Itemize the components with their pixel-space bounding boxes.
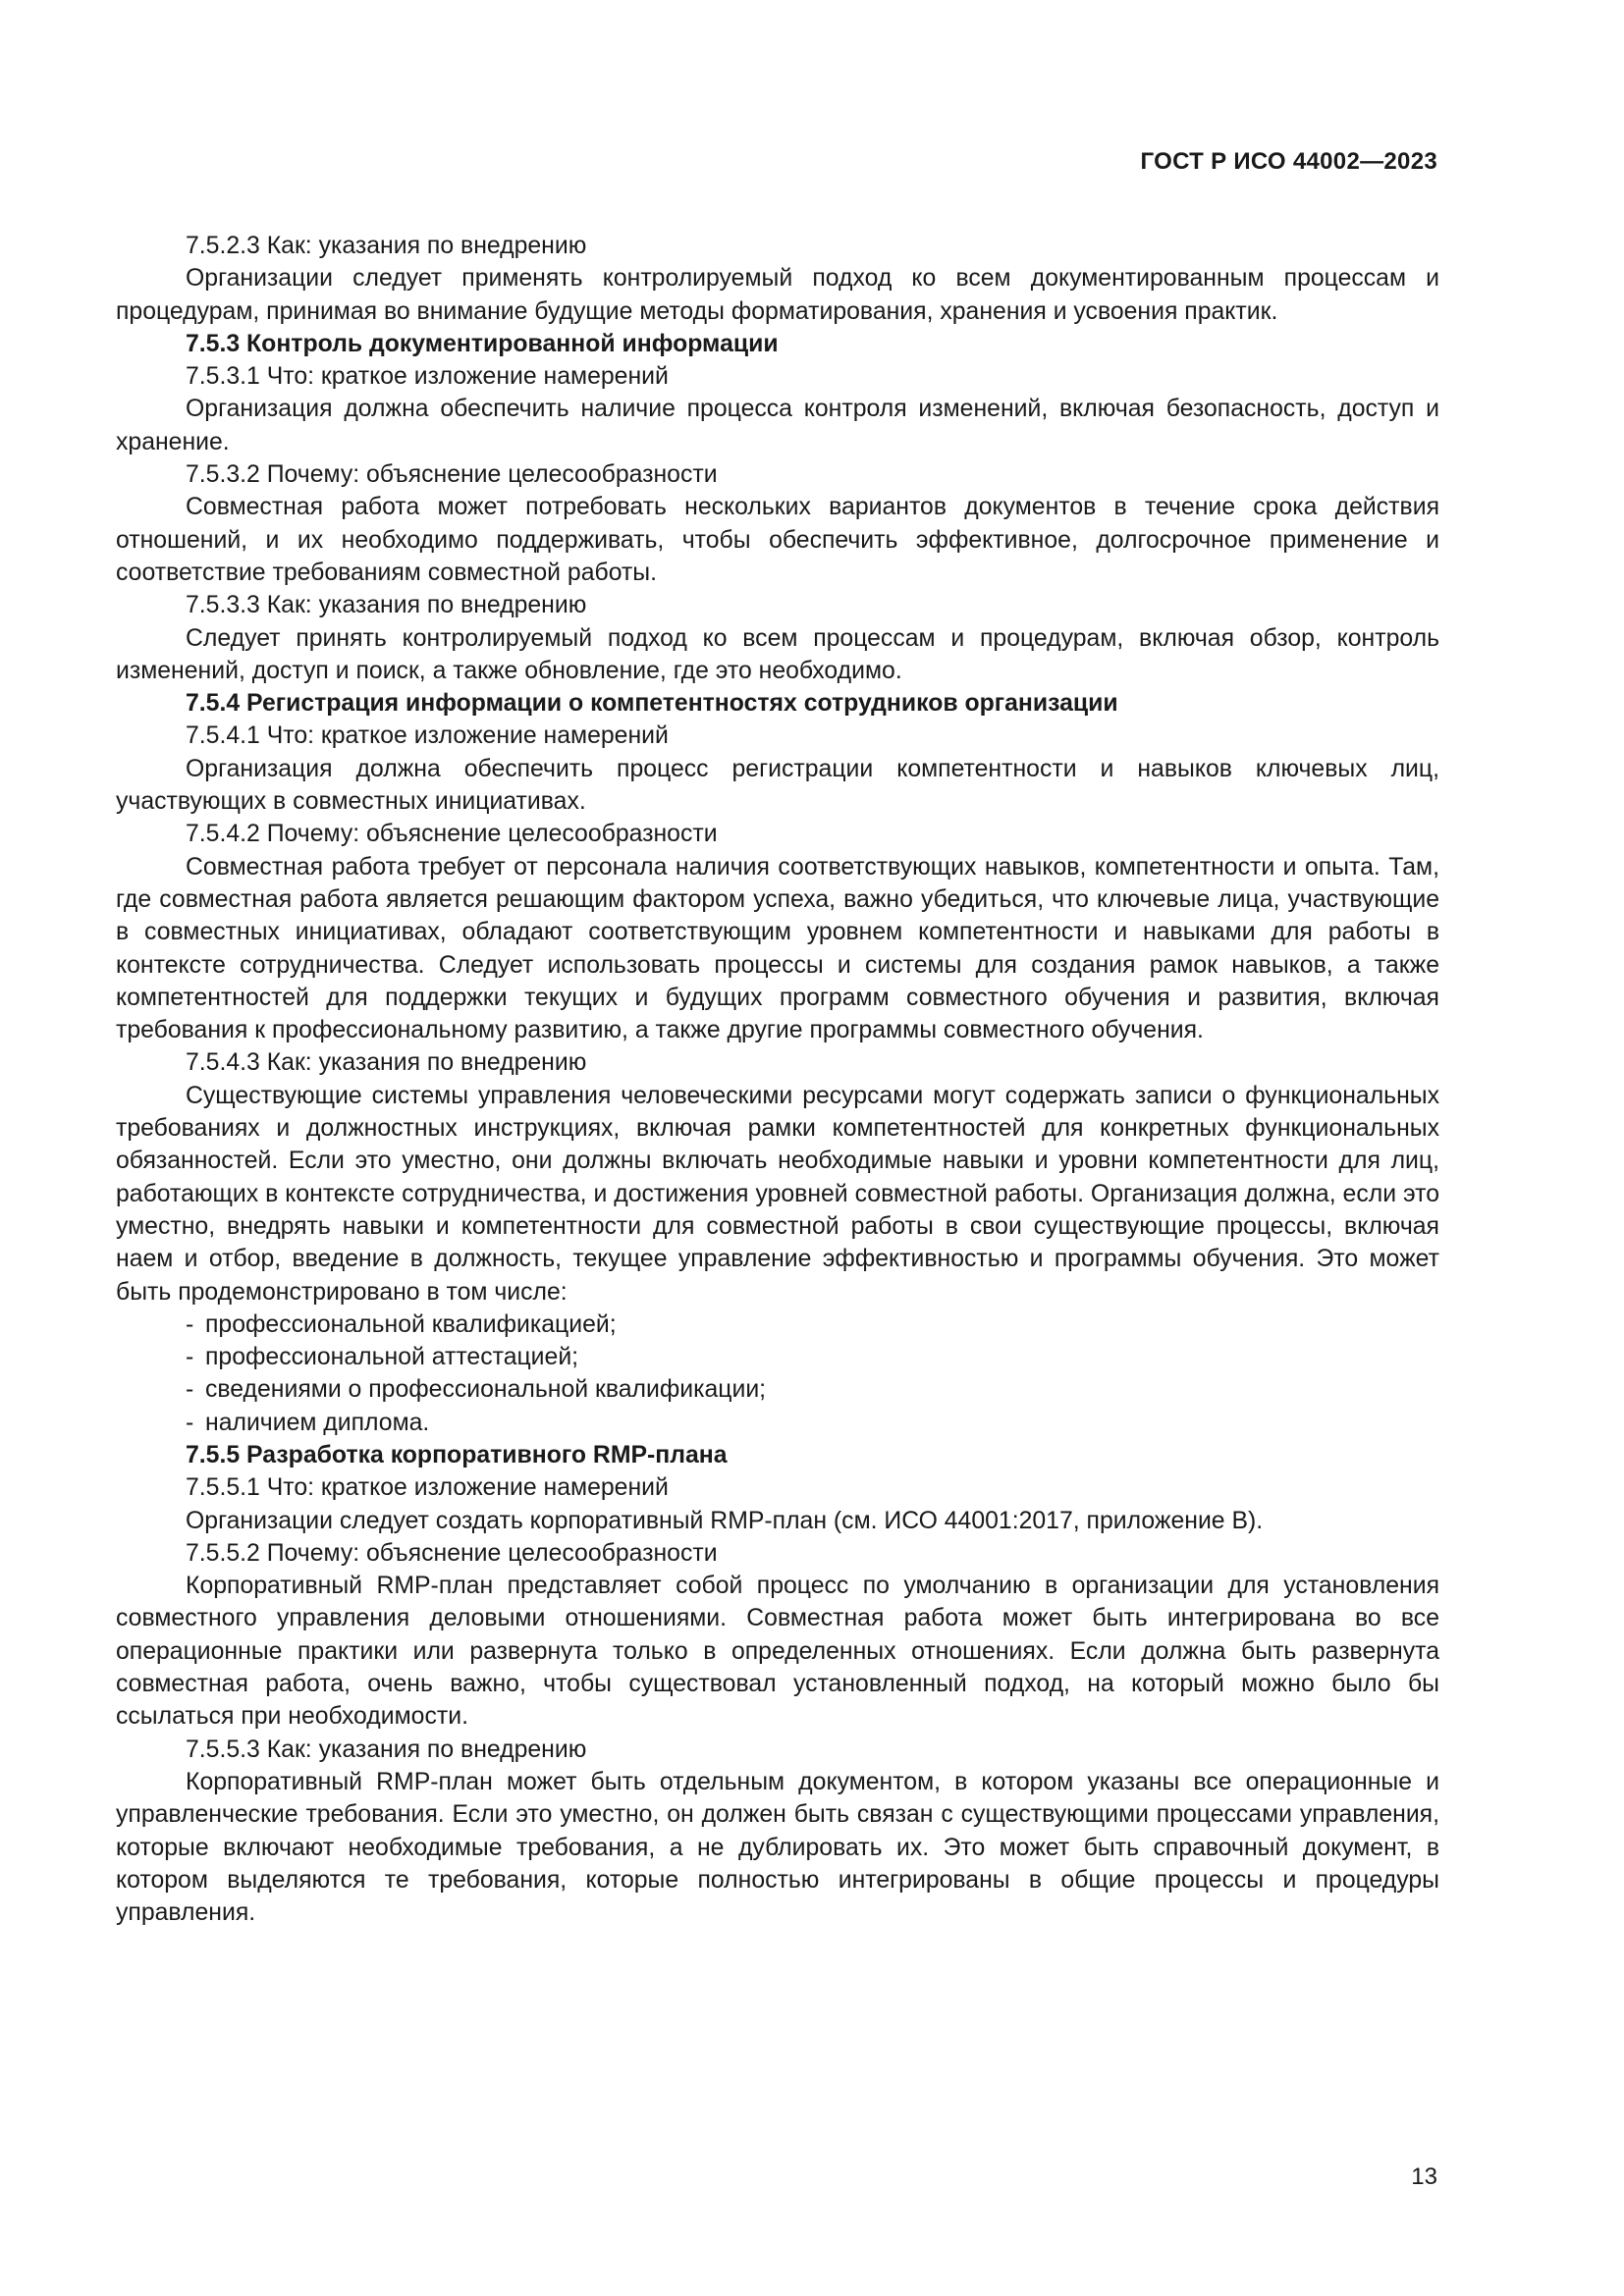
paragraph: 7.5.2.3 Как: указания по внедрению — [186, 233, 587, 259]
paragraph: 7.5.4.3 Как: указания по внедрению — [186, 1049, 587, 1077]
paragraph: 7.5.4.2 Почему: объяснение целесообразности — [186, 821, 718, 848]
list-item — [186, 1341, 1439, 1373]
section-heading: 7.5.3 Контроль документированной информации — [186, 330, 779, 357]
paragraph: Существующие системы управления человеческими ресурсами могут содержать записи о функциональных требованиях и должностных инструкциях, включая рамки компетентностей для конкретных функциональных обязанностей. Если это уместно, они должны включать необходимые навыки и уровни компетентности для лиц, работающих в контексте сотрудничества, и достижения уровней совместной работы. Организация должна, если это уместно, внедрять навыки и компетентности для совместной работы в свои существующие процессы, включая наем и отбор, введение в должность, текущее управление эффективностью и программы обучения. Это может быть продемонстрировано в том числе: — [116, 1082, 1439, 1306]
paragraph: Совместная работа требует от персонала наличия соответствующих навыков, компетентности и опыта. Там, где совместная работа является решающим фактором успеха, важно убедиться, что ключевые лица, участвующие в совместных инициативах, обладают соответствующим уровнем компетентности и навыками для работы в контексте сотрудничества. Следует использовать процессы и системы для создания рамок навыков, а также компетентностей для поддержки текущих и будущих программ совместного обучения и развития, включая требования к профессиональному развитию, а также другие программы совместного обучения. — [116, 853, 1439, 1044]
paragraph: Корпоративный RMP-план может быть отдельным документом, в котором указаны все операционные и управленческие требования. Если это уместно, он должен быть связан с существующими процессами управления, которые включают необходимые требования, а не дублировать их. Это может быть справочный документ, в котором выделяются те требования, которые полностью интегрированы в общие процессы и процедуры управления. — [116, 1768, 1439, 1927]
page-number: 13 — [1411, 2163, 1437, 2190]
paragraph: Организации следует создать корпоративный RMP-план (см. ИСО 44001:2017, приложение В). — [186, 1507, 1264, 1534]
paragraph: 7.5.5.3 Как: указания по внедрению — [186, 1735, 587, 1763]
section-heading: 7.5.4 Регистрация информации о компетентностях сотрудников организации — [186, 690, 1118, 718]
bullet-list — [116, 1308, 1439, 1439]
paragraph: 7.5.4.1 Что: краткое изложение намерений — [186, 722, 669, 750]
paragraph: Совместная работа может потребовать нескольких вариантов документов в течение срока действия отношений, и их необходимо поддерживать, чтобы обеспечить эффективное, долгосрочное применение и соответствие требованиям совместной работы. — [116, 494, 1439, 586]
body-text — [116, 230, 1439, 1929]
paragraph: Корпоративный RMP-план представляет собой процесс по умолчанию в организации для установления совместного управления деловыми отношениями. Совместная работа может быть интегрирована во все операционные практики или развернута только в определенных отношениях. Если должна быть развернута совместная работа, очень важно, чтобы существовал установленный подход, на который можно было бы ссылаться при необходимости. — [116, 1573, 1439, 1731]
section-heading: 7.5.5 Разработка корпоративного RMP-плана — [186, 1441, 728, 1468]
paragraph: 7.5.5.1 Что: краткое изложение намерений — [186, 1474, 669, 1502]
bullet-dash: - — [186, 1376, 194, 1404]
list-item-text: наличием диплома. — [205, 1409, 430, 1436]
list-item — [186, 1308, 1439, 1341]
list-item — [186, 1373, 1439, 1406]
list-item-text: сведениями о профессиональной квалификации; — [205, 1376, 767, 1404]
paragraph: 7.5.3.3 Как: указания по внедрению — [186, 592, 587, 619]
standard-designation: ГОСТ Р ИСО 44002—2023 — [1140, 148, 1437, 175]
bullet-dash: - — [186, 1344, 194, 1371]
list-item-text: профессиональной аттестацией; — [205, 1344, 579, 1371]
list-item-text: профессиональной квалификацией; — [205, 1310, 617, 1338]
paragraph: 7.5.3.1 Что: краткое изложение намерений — [186, 363, 669, 391]
bullet-dash: - — [186, 1409, 194, 1436]
paragraph: Следует принять контролируемый подход ко всем процессам и процедурам, включая обзор, контроль изменений, доступ и поиск, а также обновление, где это необходимо. — [116, 624, 1439, 684]
bullet-dash: - — [186, 1310, 194, 1338]
paragraph: Организации следует применять контролируемый подход ко всем документированным процессам и процедурам, принимая во внимание будущие методы форматирования, хранения и усвоения практик. — [116, 265, 1439, 325]
list-item — [186, 1407, 1439, 1439]
paragraph: 7.5.3.2 Почему: объяснение целесообразности — [186, 461, 718, 489]
paragraph: Организация должна обеспечить процесс регистрации компетентности и навыков ключевых лиц, участвующих в совместных инициативах. — [116, 755, 1439, 816]
paragraph: Организация должна обеспечить наличие процесса контроля изменений, включая безопасность, доступ и хранение. — [116, 396, 1439, 455]
paragraph: 7.5.5.2 Почему: объяснение целесообразности — [186, 1539, 718, 1567]
